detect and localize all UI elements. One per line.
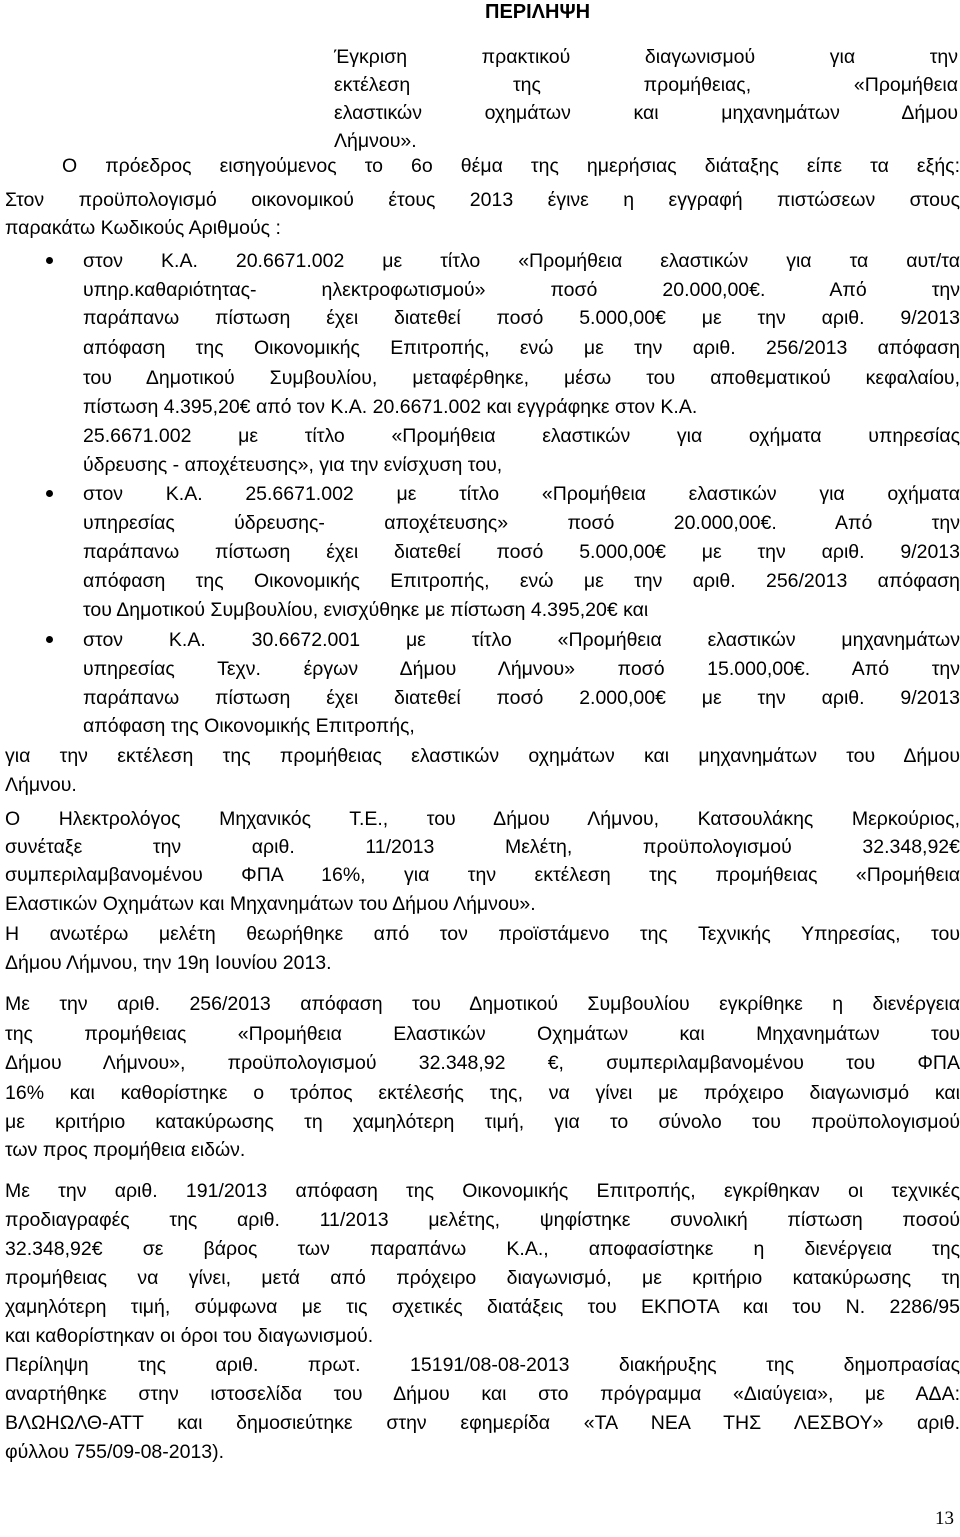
list-bullet [46,490,53,497]
text-line: στον Κ.Α. 20.6671.002 με τίτλο «Προμήθεια ελαστικών για τα αυτ/τα [83,250,960,272]
subject-line: εκτέλεση της προμήθειας, «Προμήθεια [334,74,958,96]
text-line: απόφαση της Οικονομικής Επιτροπής, ενώ με την αριθ. 256/2013 απόφαση [83,337,960,359]
text-line: συνέταξε την αριθ. 11/2013 Μελέτη, προϋπολογισμού 32.348,92€ [5,836,960,858]
text-line: Ο πρόεδρος εισηγούμενος το 6ο θέμα της ημερήσιας διάταξης είπε τα εξής: [62,155,960,177]
subject-line: Έγκριση πρακτικού διαγωνισμού για την [334,46,958,68]
text-line: Δήμου Λήμνου», προϋπολογισμού 32.348,92 €, συμπεριλαμβανομένου του ΦΠΑ [5,1052,960,1074]
page-number: 13 [935,1508,954,1529]
subject-line: ελαστικών οχημάτων και μηχανημάτων Δήμου [334,102,958,124]
text-line: με κριτήριο κατακύρωσης τη χαμηλότερη τιμή, για το σύνολο του προϋπολογισμού [5,1111,960,1133]
text-line: παράπανω πίστωση έχει διατεθεί ποσό 2.000,00€ με την αριθ. 9/2013 [83,687,960,709]
text-line: Με την αριθ. 191/2013 απόφαση της Οικονομικής Επιτροπής, εγκρίθηκαν οι τεχνικές [5,1180,960,1202]
text-line: Περίληψη της αριθ. πρωτ. 15191/08-08-2013 διακήρυξης της δημοπρασίας [5,1354,960,1376]
text-line: της προμήθειας «Προμήθεια Ελαστικών Οχημάτων και Μηχανημάτων του [5,1023,960,1045]
text-line: χαμηλότερη τιμή, σύμφωνα με τις σχετικές διατάξεις του ΕΚΠΟΤΑ και του Ν. 2286/95 [5,1296,960,1318]
text-line: Ο Ηλεκτρολόγος Μηχανικός Τ.Ε., του Δήμου Λήμνου, Κατσουλάκης Μερκούριος, [5,808,960,830]
page-heading: ΠΕΡΙΛΗΨΗ [485,1,591,23]
text-line: Στον προϋπολογισμό οικονομικού έτους 2013 έγινε η εγγραφή πιστώσεων στους [5,189,960,211]
text-line: φύλλου 755/09-08-2013). [5,1441,225,1463]
subject-line: Λήμνου». [334,130,417,152]
text-line: για την εκτέλεση της προμήθειας ελαστικών οχημάτων και μηχανημάτων του Δήμου [5,745,960,767]
text-line: 25.6671.002 με τίτλο «Προμήθεια ελαστικών για οχήματα υπηρεσίας [83,425,960,447]
text-line: του Δημοτικού Συμβουλίου, μεταφέρθηκε, μέσω του αποθεματικού κεφαλαίου, [83,367,960,389]
text-line: των προς προμήθεια ειδών. [5,1139,246,1161]
text-line: 32.348,92€ σε βάρος των παραπάνω Κ.Α., αποφασίστηκε η διενέργεια της [5,1238,960,1260]
text-line: ύδρευσης - αποχέτευσης», για την ενίσχυση του, [83,454,503,476]
text-line: παράπανω πίστωση έχει διατεθεί ποσό 5.000,00€ με την αριθ. 9/2013 [83,307,960,329]
text-line: υπηρεσίας Τεχν. έργων Δήμου Λήμνου» ποσό 15.000,00€. Από την [83,658,960,680]
text-line: συμπεριλαμβανομένου ΦΠΑ 16%, για την εκτέλεση της προμήθειας «Προμήθεια [5,864,960,886]
text-line: υπηρεσίας ύδρευσης- αποχέτευσης» ποσό 20.000,00€. Από την [83,512,960,534]
text-line: απόφαση της Οικονομικής Επιτροπής, ενώ με την αριθ. 256/2013 απόφαση [83,570,960,592]
list-bullet [46,257,53,264]
text-line: Με την αριθ. 256/2013 απόφαση του Δημοτικού Συμβουλίου εγκρίθηκε η διενέργεια [5,993,960,1015]
text-line: προδιαγραφές της αριθ. 11/2013 μελέτης, ψηφίστηκε συνολική πίστωση ποσού [5,1209,960,1231]
text-line: αναρτήθηκε στην ιστοσελίδα του Δήμου και στο πρόγραμμα «Διαύγεια», με ΑΔΑ: [5,1383,960,1405]
text-line: Η ανωτέρω μελέτη θεωρήθηκε από τον προϊστάμενο της Τεχνικής Υπηρεσίας, του [5,923,960,945]
list-bullet [46,636,53,643]
text-line: παρακάτω Κωδικούς Αριθμούς : [5,217,281,239]
text-line: Ελαστικών Οχημάτων και Μηχανημάτων του Δήμου Λήμνου». [5,893,536,915]
text-line: Δήμου Λήμνου, την 19η Ιουνίου 2013. [5,952,332,974]
text-line: παράπανω πίστωση έχει διατεθεί ποσό 5.000,00€ με την αριθ. 9/2013 [83,541,960,563]
text-line: προμήθειας να γίνει, μετά από πρόχειρο διαγωνισμό, με κριτήριο κατακύρωσης τη [5,1267,960,1289]
text-line: 16% και καθορίστηκε ο τρόπος εκτέλεσής της, να γίνει με πρόχειρο διαγωνισμό και [5,1082,960,1104]
text-line: στον Κ.Α. 25.6671.002 με τίτλο «Προμήθεια ελαστικών για οχήματα [83,483,960,505]
text-line: υπηρ.καθαριότητας- ηλεκτροφωτισμού» ποσό 20.000,00€. Από την [83,279,960,301]
text-line: στον Κ.Α. 30.6672.001 με τίτλο «Προμήθεια ελαστικών μηχανημάτων [83,629,960,651]
text-line: πίστωση 4.395,20€ από τον Κ.Α. 20.6671.002 και εγγράφηκε στον Κ.Α. [83,396,698,418]
text-line: ΒΛΩΗΩΛΘ-ΑΤΤ και δημοσιεύτηκε στην εφημερίδα «ΤΑ ΝΕΑ ΤΗΣ ΛΕΣΒΟΥ» αριθ. [5,1412,960,1434]
text-line: του Δημοτικού Συμβουλίου, ενισχύθηκε με πίστωση 4.395,20€ και [83,599,649,621]
text-line: απόφαση της Οικονομικής Επιτροπής, [83,715,415,737]
text-line: και καθορίστηκαν οι όροι του διαγωνισμού. [5,1325,374,1347]
text-line: Λήμνου. [5,774,77,796]
